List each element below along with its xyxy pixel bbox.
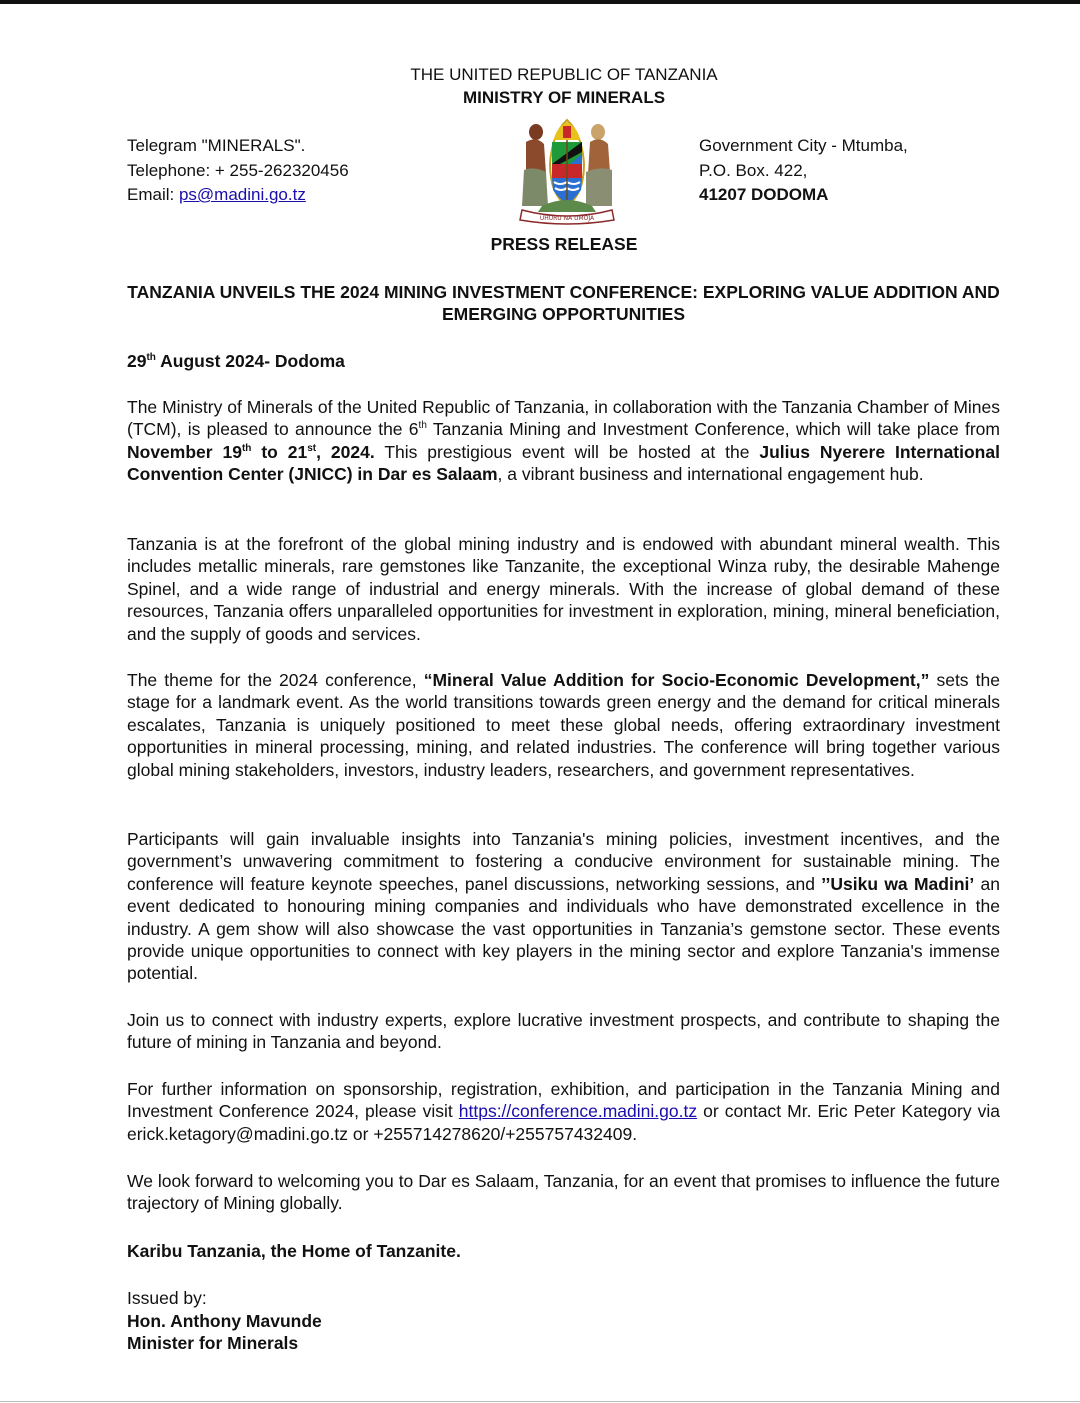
date-rest: August 2024- Dodoma [155,351,345,371]
text-run: Participants will gain invaluable insights into Tanzania's mining policies, investment incentives, and the government’s unwavering commitment to fostering a conducive environment for sustainable mining. The conference will feature keynote speeches, panel discussions, networking sessions, and [127,829,1000,894]
event-venue: Julius Nyerere International Convention Center (JNICC) in Dar es Salaam [127,441,1000,485]
address-block [699,134,908,208]
dateline [127,350,345,372]
event-dates: November 19 [127,441,242,462]
conference-website-link[interactable]: https://conference.madini.go.tz [458,1101,698,1122]
country-heading: THE UNITED REPUBLIC OF TANZANIA [410,65,718,84]
text-run: sets the stage for a landmark event. As the world transitions towards green energy and the demand for critical minerals escalates, Tanzania is uniquely positioned to meet these global needs, offering extraordinary investment opportunities in mineral processing, mining, and related industries. The conference will bring together various global mining stakeholders, investors, industry leaders, researchers, and government representatives. [127,670,1001,780]
email-line [127,183,349,208]
ordinal-suffix: th [418,420,427,432]
closing-tagline: Karibu Tanzania, the Home of Tanzanite. [127,1241,461,1261]
conference-theme: “Mineral Value Addition for Socio-Economic Development,” [423,670,930,690]
ordinal-suffix: st [307,442,317,454]
text-run: The Ministry of Minerals of the United Republic of Tanzania, in collaboration with the Tanzania Chamber of Mines (TCM), is pleased to announce the 6 [127,397,1000,440]
document-type-label: PRESS RELEASE [490,234,638,254]
address-line-1: Government City - Mtumba, [699,136,908,155]
event-dates: to 21 [251,441,308,462]
svg-text:UHURU NA UMOJA: UHURU NA UMOJA [539,215,595,222]
press-release-headline: TANZANIA UNVEILS THE 2024 MINING INVESTMENT CONFERENCE: EXPLORING VALUE ADDITION AND EMERGING OPPORTUNITIES [127,282,1000,324]
date-suffix: th [146,352,156,364]
text-run: or contact Mr. Eric Peter Kategory via erick.ketagory@madini.go.tz or +255714278620/+255757432409. [127,1101,1000,1144]
paragraph-theme [127,669,1000,781]
text-run: Tanzania Mining and Investment Conference, which will take place from [426,419,1000,440]
ministry-heading: MINISTRY OF MINERALS [462,88,666,107]
signatory-title: Minister for Minerals [127,1333,299,1353]
paragraph-participants [127,828,1000,985]
email-label: Email: [127,185,179,204]
ordinal-suffix: th [241,442,252,454]
address-line-3: 41207 DODOMA [699,185,829,204]
issued-by-label: Issued by: [127,1288,207,1308]
paragraph-welcome: We look forward to welcoming you to Dar es Salaam, Tanzania, for an event that promises to influence the future trajectory of Mining globally. [127,1171,1000,1214]
text-run: an event dedicated to honouring mining companies and individuals who have demonstrated excellence in the industry. A gem show will also showcase the vast opportunities in Tanzania’s gemstone sector. These events provide unique opportunities to connect with key players in the mining sector and explore Tanzania's immense potential. [127,873,1000,984]
signatory-name: Hon. Anthony Mavunde [127,1310,322,1331]
email-link[interactable]: ps@madini.go.tz [178,185,306,204]
coat-of-arms-icon [512,114,622,226]
text-run: This prestigious event will be hosted at the [374,441,760,462]
paragraph-mineral-wealth: Tanzania is at the forefront of the global mining industry and is endowed with abundant mineral wealth. This includes metallic minerals, rare gemstones like Tanzanite, the exceptional Winza ruby, the desirable Mahenge Spinel, and a wide range of industrial and energy minerals. With the increase of global demand of these resources, Tanzania offers unparalleled opportunities for investment in exploration, mining, mineral beneficiation, and the supply of goods and services. [127,534,1000,644]
signature-block [127,1287,322,1355]
bottom-divider [0,1401,1080,1402]
paragraph-contact-info [127,1078,1000,1145]
telegram-line: Telegram "MINERALS". [127,136,306,155]
event-name: ’’Usiku wa Madini’ [821,873,975,894]
text-run: , a vibrant business and international engagement hub. [497,464,924,485]
text-run: For further information on sponsorship, registration, exhibition, and participation in the Tanzania Mining and Investment Conference 2024, please visit [127,1079,1000,1122]
event-dates: , 2024. [316,441,375,462]
date-day: 29 [127,351,147,371]
text-run: The theme for the 2024 conference, [127,670,424,690]
telephone-line: Telephone: + 255-262320456 [127,160,349,180]
paragraph-announcement [127,396,1000,486]
paragraph-join-us: Join us to connect with industry experts, explore lucrative investment prospects, and contribute to shaping the future of mining in Tanzania and beyond. [127,1010,1000,1053]
contact-info-left [127,134,349,208]
address-line-2: P.O. Box. 422, [699,160,808,180]
top-border-bar [0,0,1080,4]
